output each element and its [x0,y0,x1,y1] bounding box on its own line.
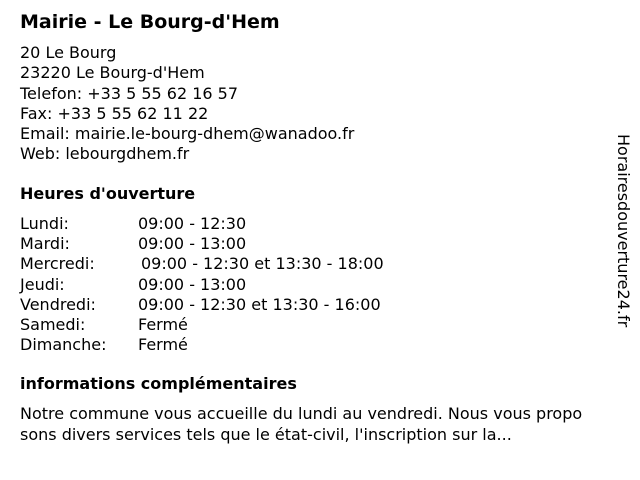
email-address: Email: mairie.le-bourg-dhem@wanadoo.fr [20,124,355,144]
additional-info-heading: informations complémentaires [20,374,297,393]
day-label: Samedi: [20,314,86,334]
address-city: 23220 Le Bourg-d'Hem [20,63,205,83]
day-label: Vendredi: [20,294,96,314]
hours-value: Fermé [138,335,188,355]
hours-value: 09:00 - 12:30 et 13:30 - 16:00 [138,294,381,314]
hours-value: Fermé [138,314,188,334]
day-label: Mardi: [20,234,70,254]
page-title: Mairie - Le Bourg-d'Hem [20,11,280,33]
hours-value: 09:00 - 13:00 [138,274,247,294]
day-label: Dimanche: [20,335,107,355]
hours-value: 09:00 - 12:30 [138,214,247,233]
day-label: Mercredi: [20,254,95,274]
description-text [20,403,640,445]
description-line: Notre commune vous accueille du lundi au vendredi. Nous vous propo [20,404,583,423]
day-label: Lundi: [20,214,69,233]
hours-value: 09:00 - 12:30 et 13:30 - 18:00 [141,254,384,274]
opening-hours-heading: Heures d'ouverture [20,184,196,203]
description-line: sons divers services tels que le état-civil, l'inscription sur la... [20,425,512,444]
fax-number: Fax: +33 5 55 62 11 22 [20,103,209,123]
phone-number: Telefon: +33 5 55 62 16 57 [20,83,239,103]
address-street: 20 Le Bourg [20,43,117,62]
website: Web: lebourgdhem.fr [20,144,190,164]
watermark-text: Horairesdouverture24.fr [614,134,633,328]
hours-value: 09:00 - 13:00 [138,234,247,254]
address-block [20,43,354,165]
day-label: Jeudi: [20,274,65,294]
